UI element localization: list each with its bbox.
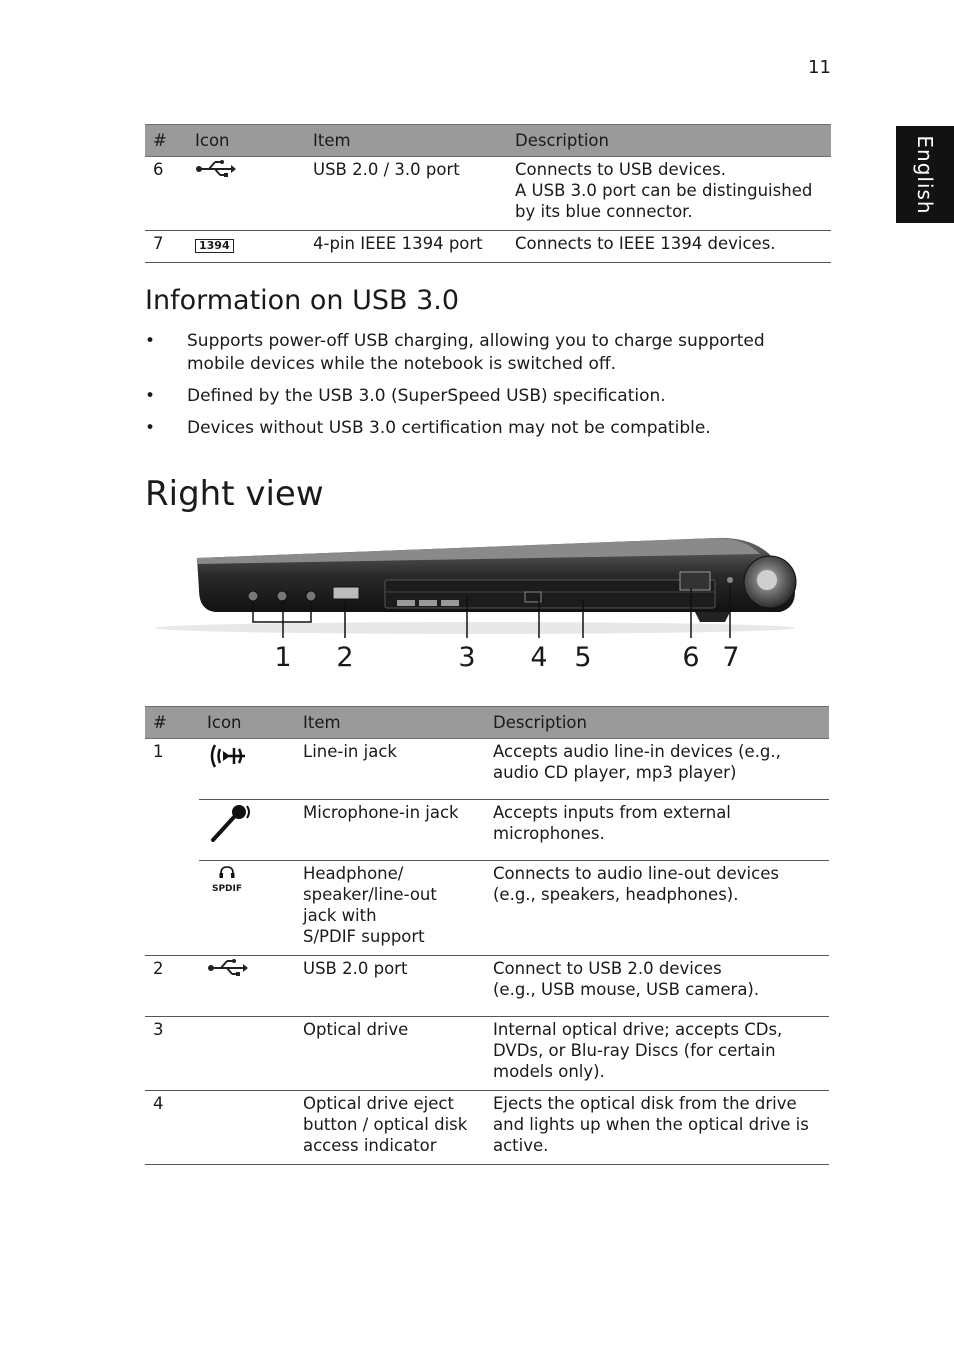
callout-6: 6 xyxy=(682,642,700,673)
header-item: Item xyxy=(305,125,507,157)
table-row xyxy=(145,861,829,956)
table-row xyxy=(145,739,829,800)
ports-table-right-view xyxy=(145,706,829,1165)
usb-bullet-list xyxy=(145,330,825,449)
header-icon: Icon xyxy=(199,707,295,739)
line-in-icon xyxy=(199,739,295,800)
row-icon-empty xyxy=(199,1091,295,1165)
laptop-side-illustration xyxy=(155,530,815,640)
list-item: • Defined by the USB 3.0 (SuperSpeed USB) specification. xyxy=(145,386,666,406)
row-icon-empty xyxy=(199,1017,295,1091)
row-item: USB 2.0 port xyxy=(295,956,485,1017)
ieee1394-icon-label: 1394 xyxy=(195,239,234,253)
table-header-row xyxy=(145,707,829,739)
row-description: Accepts audio line-in devices (e.g., audio CD player, mp3 player) xyxy=(485,739,829,800)
table-row xyxy=(145,157,831,231)
callout-7: 7 xyxy=(722,642,740,673)
row-num: 3 xyxy=(145,1017,199,1091)
table-row xyxy=(145,1091,829,1165)
list-item: • Supports power-off USB charging, allowing you to charge supported mobile devices while the notebook is switched off. xyxy=(145,331,765,374)
row-item: 4-pin IEEE 1394 port xyxy=(305,231,507,263)
microphone-icon xyxy=(199,800,295,861)
callout-5: 5 xyxy=(574,642,592,673)
language-tab xyxy=(896,126,954,223)
table-row xyxy=(145,231,831,263)
callout-1: 1 xyxy=(274,642,292,673)
usb-icon xyxy=(187,157,305,231)
row-description: Connects to audio line-out devices (e.g., speakers, headphones). xyxy=(485,861,829,956)
header-item: Item xyxy=(295,707,485,739)
row-num: 7 xyxy=(145,231,187,263)
row-item: Optical drive eject button / optical disk access indicator xyxy=(295,1091,485,1165)
header-num: # xyxy=(145,707,199,739)
row-description: Internal optical drive; accepts CDs, DVDs, or Blu-ray Discs (for certain models only). xyxy=(485,1017,829,1091)
header-description: Description xyxy=(485,707,829,739)
spdif-label: SPDIF xyxy=(211,884,243,894)
table-header-row xyxy=(145,125,831,157)
row-item: Line-in jack xyxy=(295,739,485,800)
row-item: USB 2.0 / 3.0 port xyxy=(305,157,507,231)
bullet-dot: • xyxy=(145,331,156,351)
table-row xyxy=(145,956,829,1017)
row-num: 4 xyxy=(145,1091,199,1165)
row-item: Optical drive xyxy=(295,1017,485,1091)
row-num: 1 xyxy=(153,742,164,761)
row-description: Ejects the optical disk from the drive and lights up when the optical drive is active. xyxy=(485,1091,829,1165)
header-description: Description xyxy=(507,125,831,157)
row-num: 2 xyxy=(145,956,199,1017)
headphone-spdif-icon xyxy=(199,861,295,956)
page-number: 11 xyxy=(808,57,831,78)
list-item: • Devices without USB 3.0 certification may not be compatible. xyxy=(145,418,711,438)
row-description: Accepts inputs from external microphones. xyxy=(485,800,829,861)
callout-2: 2 xyxy=(336,642,354,673)
header-icon: Icon xyxy=(187,125,305,157)
row-item: Headphone/ speaker/line-out jack with S/PDIF support xyxy=(295,861,485,956)
right-view-heading: Right view xyxy=(145,474,324,514)
ieee1394-icon xyxy=(187,231,305,263)
laptop-right-view-figure xyxy=(155,530,815,690)
usb-icon xyxy=(199,956,295,1017)
table-row xyxy=(145,800,829,861)
row-description: Connects to IEEE 1394 devices. xyxy=(507,231,831,263)
usb-section-heading: Information on USB 3.0 xyxy=(145,285,460,316)
header-num: # xyxy=(145,125,187,157)
row-num xyxy=(145,800,199,861)
row-description: Connects to USB devices. A USB 3.0 port can be distinguished by its blue connector. xyxy=(507,157,831,231)
ports-table-top xyxy=(145,124,831,263)
row-num xyxy=(145,861,199,956)
row-description: Connect to USB 2.0 devices (e.g., USB mouse, USB camera). xyxy=(485,956,829,1017)
table-row xyxy=(145,1017,829,1091)
callout-3: 3 xyxy=(458,642,476,673)
language-tab-label: English xyxy=(913,134,937,215)
row-num: 6 xyxy=(145,157,187,231)
callout-4: 4 xyxy=(530,642,548,673)
bullet-dot: • xyxy=(145,418,156,438)
row-item: Microphone-in jack xyxy=(295,800,485,861)
bullet-dot: • xyxy=(145,386,156,406)
